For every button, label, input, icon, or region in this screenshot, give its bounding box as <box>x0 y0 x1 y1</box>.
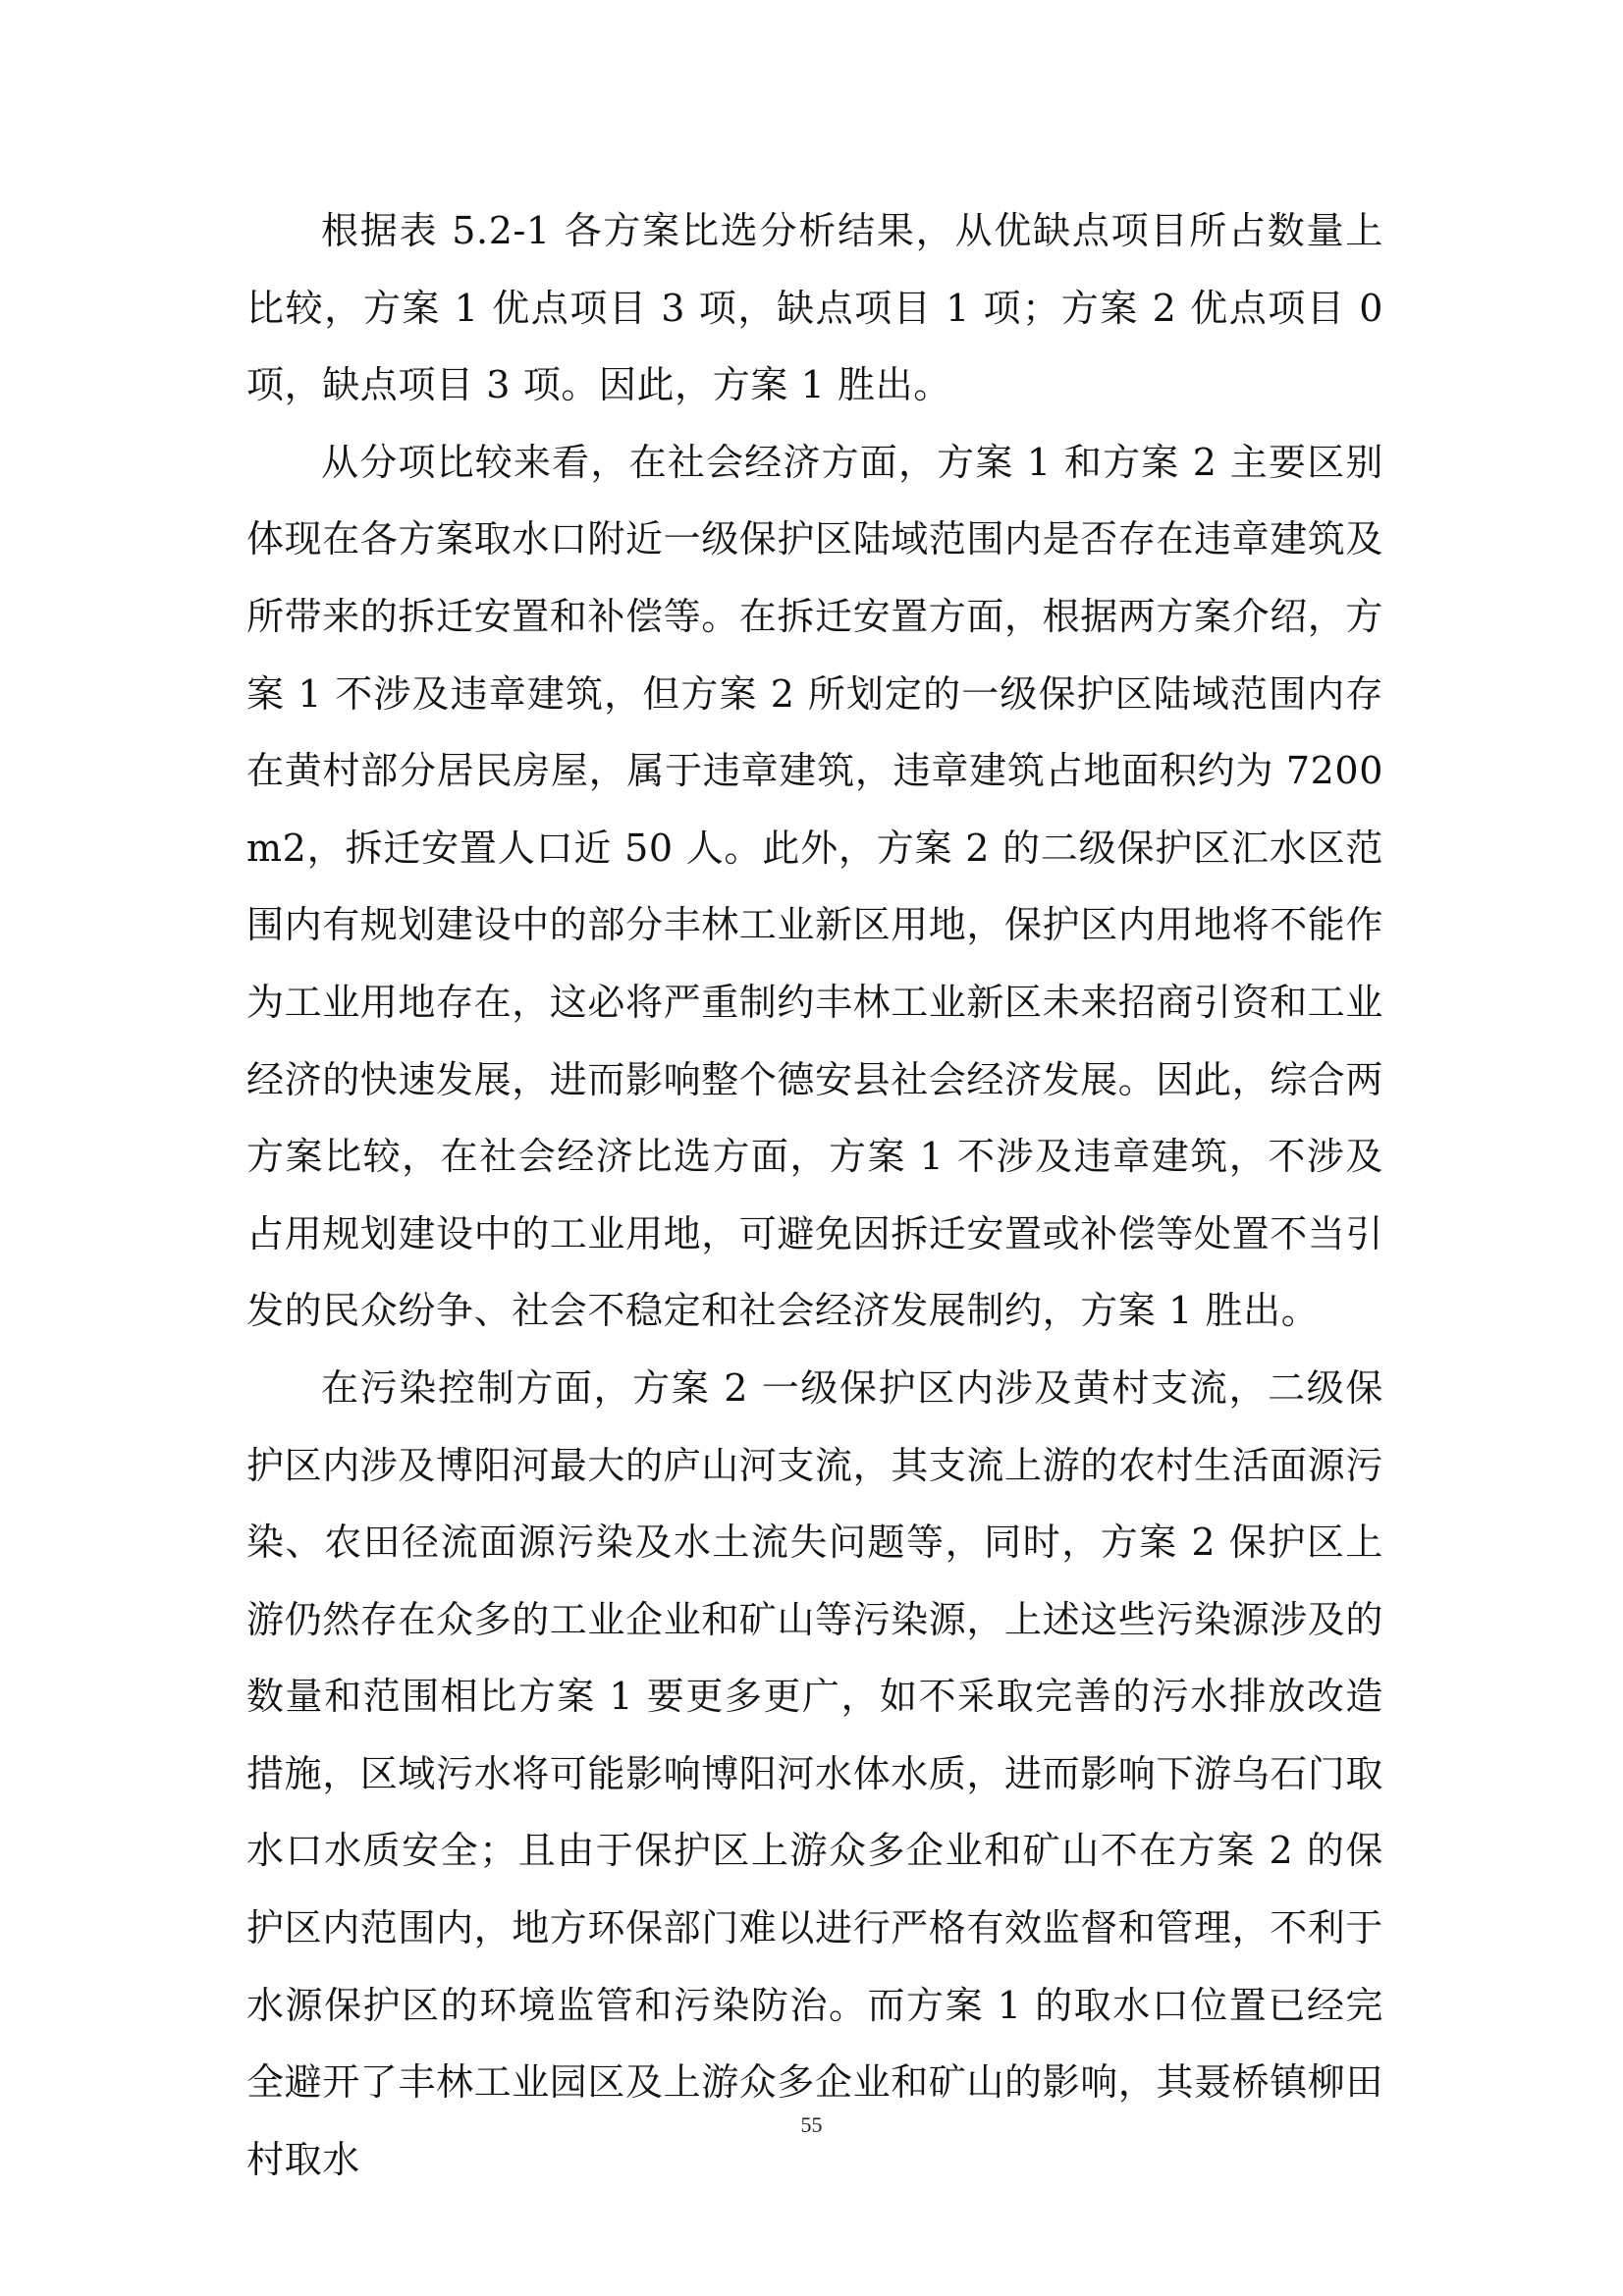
paragraph-summary-result: 根据表 5.2-1 各方案比选分析结果，从优缺点项目所占数量上比较，方案 1 优点项目 3 项，缺点项目 1 项；方案 2 优点项目 0 项，缺点项目 3 项。因此，方案 1 胜出。 <box>246 209 1383 407</box>
page-number: 55 <box>800 2112 823 2137</box>
body-text <box>246 192 1383 2198</box>
paragraph-pollution-control: 在污染控制方面，方案 2 一级保护区内涉及黄村支流，二级保护区内涉及博阳河最大的庐山河支流，其支流上游的农村生活面源污染、农田径流面源污染及水土流失问题等，同时，方案 2 保护区上游仍然存在众多的工业企业和矿山等污染源，上述这些污染源涉及的数量和范围相比方案 1 要更多更广，如不采取完善的污水排放改造措施，区域污水将可能影响博阳河水体水质，进而影响下游乌石门取水口水质安全；且由于保护区上游众多企业和矿山不在方案 2 的保护区内范围内，地方环保部门难以进行严格有效监督和管理，不利于水源保护区的环境监管和污染防治。而方案 1 的取水口位置已经完全避开了丰林工业园区及上游众多企业和矿山的影响，其聂桥镇柳田村取水 <box>246 1365 1384 2181</box>
paragraph-socioeconomic-comparison: 从分项比较来看，在社会经济方面，方案 1 和方案 2 主要区别体现在各方案取水口附近一级保护区陆域范围内是否存在违章建筑及所带来的拆迁安置和补偿等。在拆迁安置方面，根据两方案介绍，方案 1 不涉及违章建筑，但方案 2 所划定的一级保护区陆域范围内存在黄村部分居民房屋，属于违章建筑，违章建筑占地面积约为 7200m2，拆迁安置人口近 50 人。此外，方案 2 的二级保护区汇水区范围内有规划建设中的部分丰林工业新区用地，保护区内用地将不能作为工业用地存在，这必将严重制约丰林工业新区未来招商引资和工业经济的快速发展，进而影响整个德安县社会经济发展。因此，综合两方案比较，在社会经济比选方面，方案 1 不涉及违章建筑，不涉及占用规划建设中的工业用地，可避免因拆迁安置或补偿等处置不当引发的民众纷争、社会不稳定和社会经济发展制约，方案 1 胜出。 <box>246 440 1384 1333</box>
